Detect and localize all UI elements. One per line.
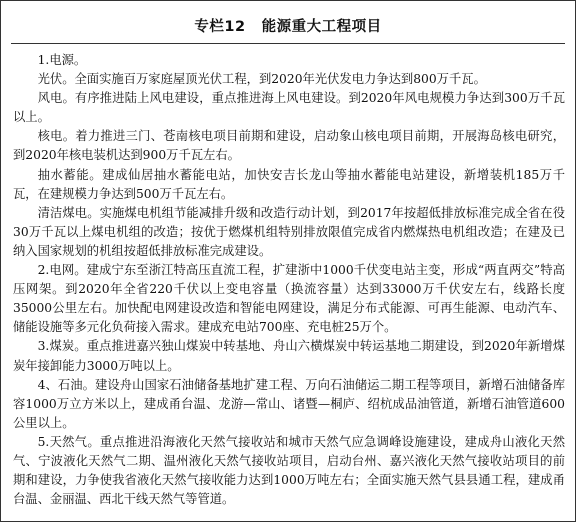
section-natural-gas: 5.天然气。重点推进沿海液化天然气接收站和城市天然气应急调峰设施建设，建成舟山液化天然气、宁波液化天然气二期、温州液化天然气接收站项目，启动台州、嘉兴液化天然气接收站项目的前期和建设，力争使我省液化天然气接收能力达到1000万吨左右；全面实施天然气县县通工程，建成甬台温、金丽温、西北干线天然气等管道。 bbox=[13, 434, 565, 507]
box-title bbox=[1, 15, 575, 36]
paragraph-pumped-storage: 抽水蓄能。建成仙居抽水蓄能电站，加快安吉长龙山等抽水蓄能电站建设，新增装机185万千瓦，在建规模力争达到500万千瓦左右。 bbox=[13, 167, 565, 201]
title-divider bbox=[11, 43, 565, 44]
paragraph-nuclear: 核电。着力推进三门、苍南核电项目前期和建设，启动象山核电项目前期，开展海岛核电研究，到2020年核电装机达到900万千瓦左右。 bbox=[13, 129, 565, 163]
paragraph-wind: 风电。有序推进陆上风电建设，重点推进海上风电建设。到2020年风电规模力争达到300万千瓦以上。 bbox=[13, 91, 565, 125]
section-power-grid: 2.电网。建成宁东至浙江特高压直流工程，扩建浙中1000千伏变电站主变，形成“两直两交”特高压网架。到2020年全省220千伏以上变电容量（换流容量）达到33000万千伏安左右，线路长度35000公里左右。加快配电网建设改造和智能电网建设，满足分布式能源、可再生能源、电动汽车、储能设施等多元化负荷接入需求。建成充电站700座、充电桩25万个。 bbox=[13, 263, 565, 335]
section-oil: 4、石油。建设舟山国家石油储备基地扩建工程、万向石油储运二期工程等项目，新增石油储备库容1000万立方米以上，建成甬台温、龙游—常山、诸暨—桐庐、绍杭成品油管道，新增石油管道600公里以上。 bbox=[13, 377, 565, 430]
paragraph-clean-coal-power: 清洁煤电。实施煤电机组节能减排升级和改造行动计划，到2017年按超低排放标准完成全省在役30万千瓦以上煤电机组的改造；按优于燃煤机组特别排放限值完成省内燃煤热电机组改造；在建及已纳入国家规划的机组按超低排放标准完成建设。 bbox=[13, 205, 565, 258]
box-heading: 能源重大工程项目 bbox=[261, 19, 382, 35]
box-content bbox=[13, 51, 565, 509]
paragraph-solar: 光伏。全面实施百万家庭屋顶光伏工程，到2020年光伏发电力争达到800万千瓦。 bbox=[37, 72, 486, 87]
section-coal: 3.煤炭。重点推进嘉兴独山煤炭中转基地、舟山六横煤炭中转运基地二期建设，到2020年新增煤炭年接卸能力3000万吨以上。 bbox=[13, 339, 565, 373]
section-power-sources: 1.电源。 bbox=[37, 53, 87, 67]
box-label: 专栏12 bbox=[194, 19, 246, 35]
